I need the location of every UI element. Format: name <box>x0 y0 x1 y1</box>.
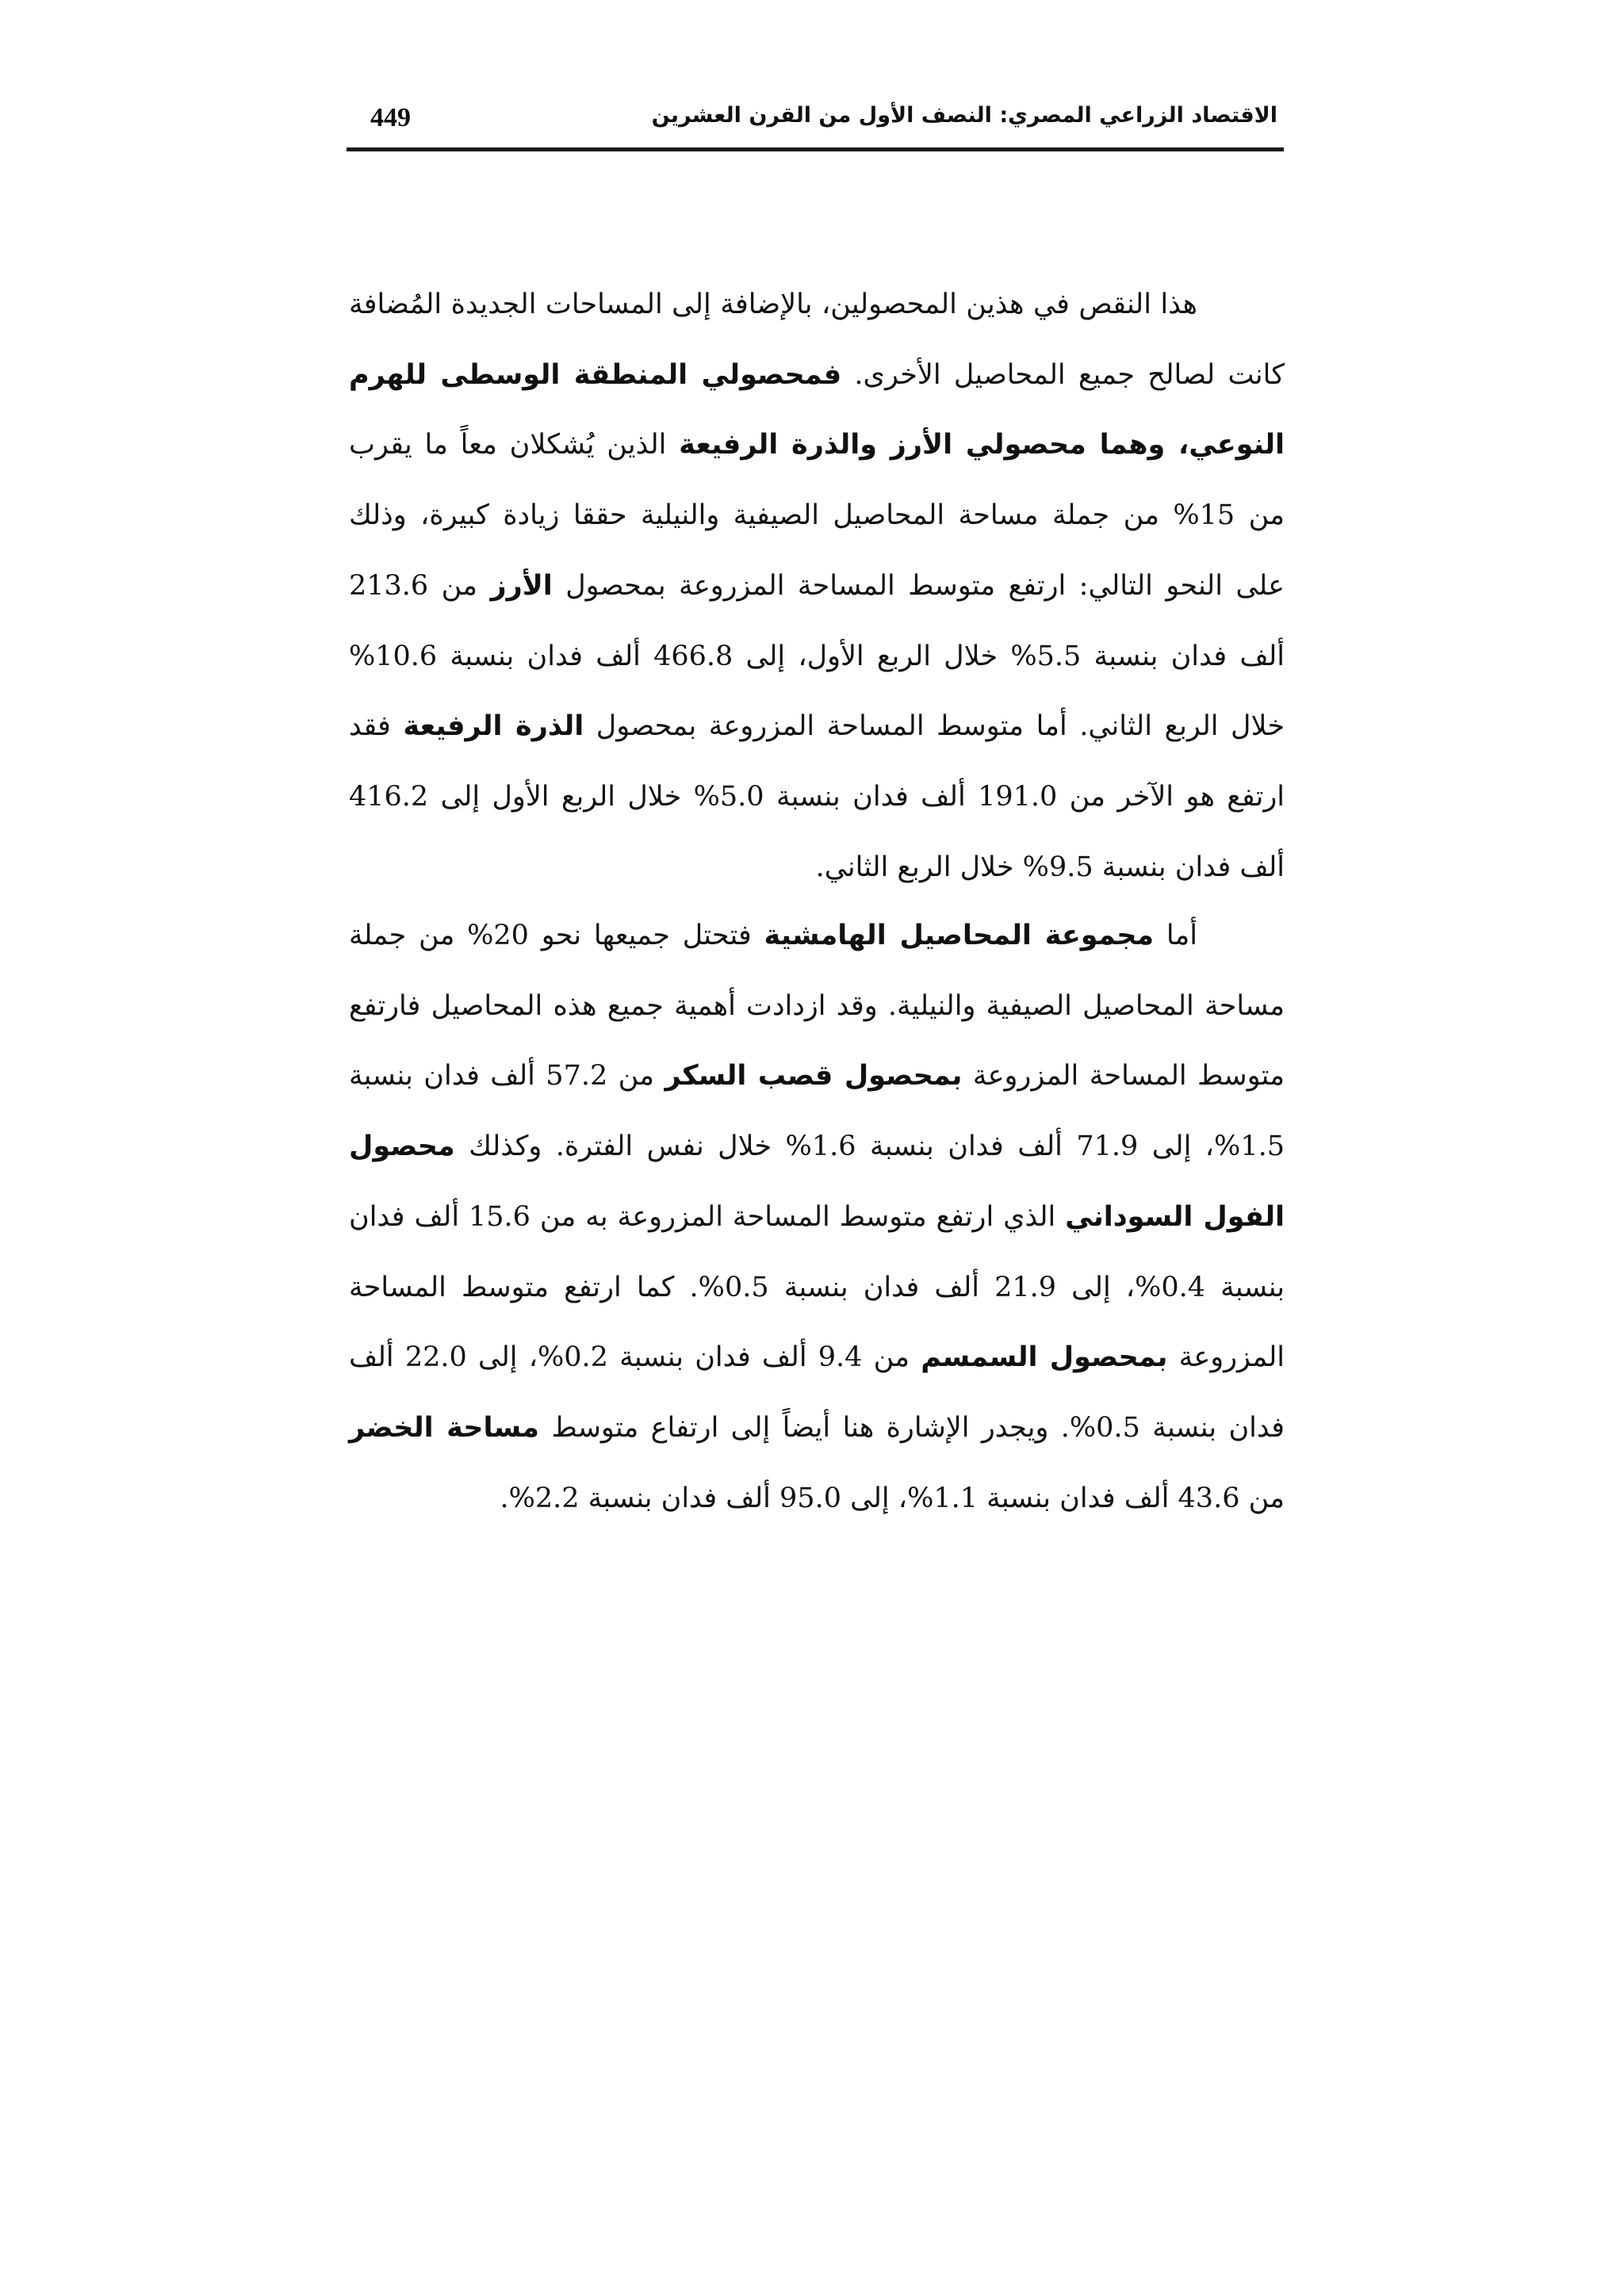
text-run: من 57.2 ألف فدان بنسبة 1.5%، إلى 71.9 ألف فدان بنسبة 1.6% خلال نفس الفترة. وكذلك <box>349 1060 1285 1163</box>
bold-run: الأرز <box>490 569 553 602</box>
running-title: الاقتصاد الزراعي المصري: النصف الأول من القرن العشرين <box>651 103 1277 128</box>
page-number: 449 <box>370 103 411 132</box>
page-header <box>347 95 1284 151</box>
text-run: من 213.6 ألف فدان بنسبة 5.5% خلال الربع الأول، إلى 466.8 ألف فدان بنسبة 10.6% خلال الربع الثاني. أما متوسط المساحة المزروعة بمحصول <box>349 569 1285 743</box>
text-run: من 9.4 ألف فدان بنسبة 0.2%، إلى 22.0 ألف فدان بنسبة 0.5%. ويجدر الإشارة هنا أيضاً إلى ارتفاع متوسط <box>349 1341 1285 1444</box>
text-run: الذين يُشكلان معاً ما يقرب من 15% من جملة مساحة المحاصيل الصيفية والنيلية حققا زيادة كبيرة، وذلك على النحو التالي: ارتفع متوسط المساحة المزروعة بمحصول <box>349 429 1285 602</box>
bold-run: بمحصول قصب السكر <box>665 1060 963 1093</box>
text-run: فتحتل جميعها نحو 20% من جملة مساحة المحاصيل الصيفية والنيلية. وقد ازدادت أهمية جميع هذه المحاصيل فارتفع متوسط المساحة المزروعة <box>349 920 1285 1093</box>
text-run: الذي ارتفع متوسط المساحة المزروعة به من 15.6 ألف فدان بنسبة 0.4%، إلى 21.9 ألف فدان بنسبة 0.5%. كما ارتفع متوسط المساحة المزروعة <box>349 1200 1285 1374</box>
text-run: من 43.6 ألف فدان بنسبة 1.1%، إلى 95.0 ألف فدان بنسبة 2.2%. <box>500 1482 1285 1514</box>
bold-run: فمحصولي المنطقة الوسطى للهرم النوعي، وهما محصولي الأرز والذرة الرفيعة <box>349 358 1285 461</box>
bold-run: محصول الفول السوداني <box>349 1131 1285 1233</box>
text-run: أما <box>1154 920 1197 951</box>
bold-run: الذرة الرفيعة <box>403 710 584 743</box>
paragraph-2 <box>349 901 1285 1533</box>
bold-run: مساحة الخضر <box>349 1411 539 1444</box>
text-run: هذا النقص في هذين المحصولين، بالإضافة إلى المساحات الجديدة المُضافة كانت لصالح جميع المحاصيل الأخرى. <box>349 289 1285 391</box>
text-run: فقد ارتفع هو الآخر من 191.0 ألف فدان بنسبة 5.0% خلال الربع الأول إلى 416.2 ألف فدان بنسبة 9.5% خلال الربع الثاني. <box>349 710 1285 883</box>
bold-run: بمحصول السمسم <box>921 1341 1168 1374</box>
bold-run: مجموعة المحاصيل الهامشية <box>764 920 1155 951</box>
paragraph-1 <box>349 270 1285 902</box>
